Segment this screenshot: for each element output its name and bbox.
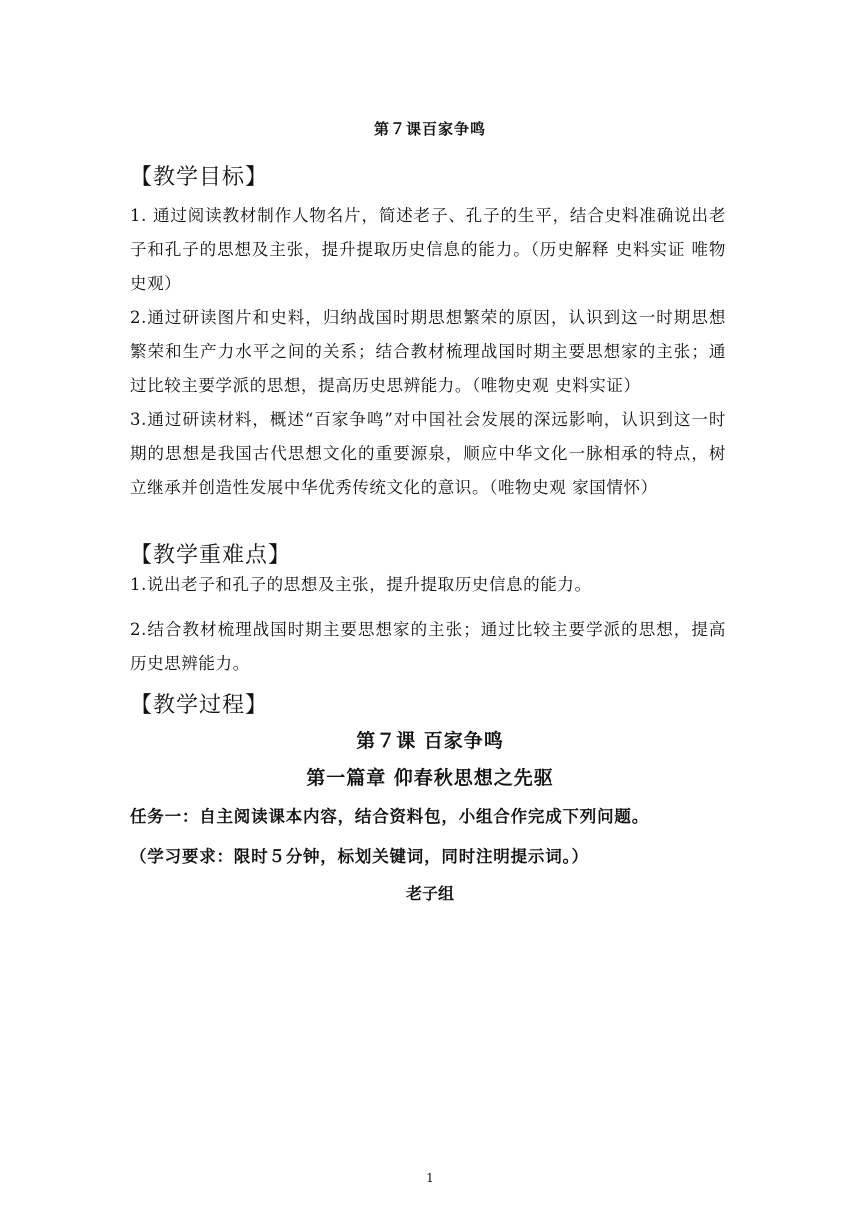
key-point-item-1: 1.说出老子和孔子的思想及主张，提升提取历史信息的能力。 [130,575,592,594]
process-heading: 【教学过程】 [130,693,269,718]
objective-item-3: 3.通过研读材料，概述“百家争鸣”对中国社会发展的深远影响，认识到这一时期的思想是我国古代思想文化的重要源泉，顺应中华文化一脉相承的特点，树立继承并创造性发展中华优秀传统文化的意识。（唯物史观 家国情怀） [130,410,726,497]
learning-requirement: （学习要求：限时５分钟，标划关键词，同时注明提示词。） [130,847,589,866]
group-label: 老子组 [405,884,454,903]
document-title: 第７课百家争鸣 [373,120,486,138]
key-points-heading: 【教学重难点】 [130,543,292,568]
lesson-title: 第７课 百家争鸣 [356,730,504,752]
key-point-item-2: 2.结合教材梳理战国时期主要思想家的主张；通过比较主要学派的思想，提高历史思辨能力。 [130,620,726,673]
objective-item-2: 2.通过研读图片和史料，归纳战国时期思想繁荣的原因，认识到这一时期思想繁荣和生产力水平之间的关系；结合教材梳理战国时期主要思想家的主张；通过比较主要学派的思想，提高历史思辨能力。（唯物史观 史料实证） [130,308,726,395]
objectives-heading: 【教学目标】 [130,165,269,190]
objective-item-1: 1. 通过阅读教材制作人物名片，简述老子、孔子的生平，结合史料准确说出老子和孔子的思想及主张，提升提取历史信息的能力。（历史解释 史料实证 唯物史观） [130,206,726,293]
task-one: 任务一：自主阅读课本内容，结合资料包，小组合作完成下列问题。 [130,807,649,826]
page-number: 1 [426,1171,434,1185]
chapter-title: 第一篇章 仰春秋思想之先驱 [306,767,554,789]
